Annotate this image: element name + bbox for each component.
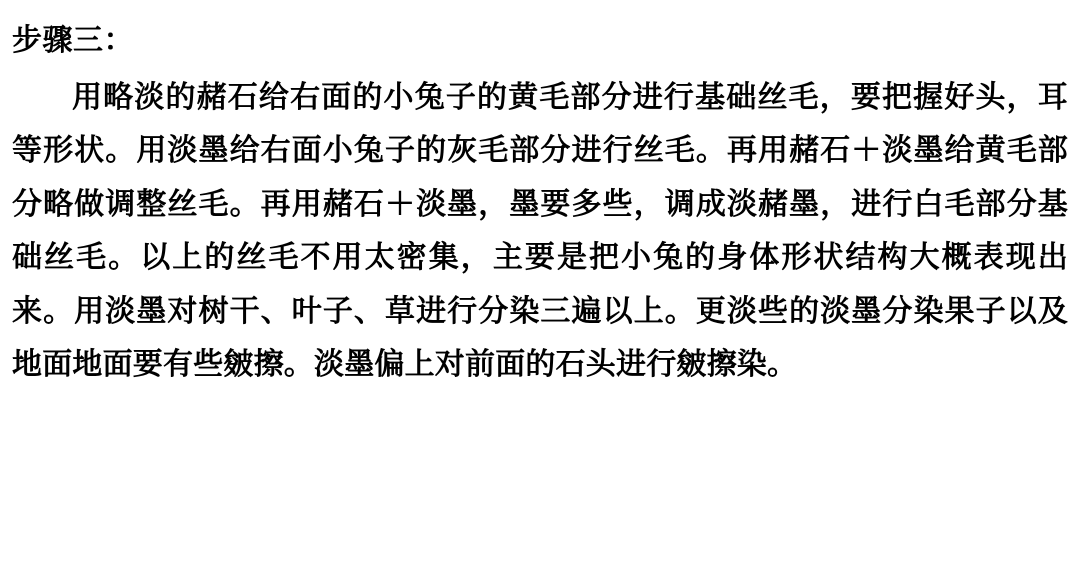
body-paragraph: 用略淡的赭石给右面的小兔子的黄毛部分进行基础丝毛，要把握好头，耳等形状。用淡墨给右面小兔子的灰毛部分进行丝毛。再用赭石＋淡墨给黄毛部分略做调整丝毛。再用赭石＋淡墨，墨要多些，调成淡赭墨，进行白毛部分基础丝毛。以上的丝毛不用太密集，主要是把小兔的身体形状结构大概表现出来。用淡墨对树干、叶子、草进行分染三遍以上。更淡些的淡墨分染果子以及地面地面要有些皴擦。淡墨偏上对前面的石头进行皴擦染。 bbox=[12, 80, 1068, 382]
page-heading: 步骤三： bbox=[12, 23, 134, 58]
